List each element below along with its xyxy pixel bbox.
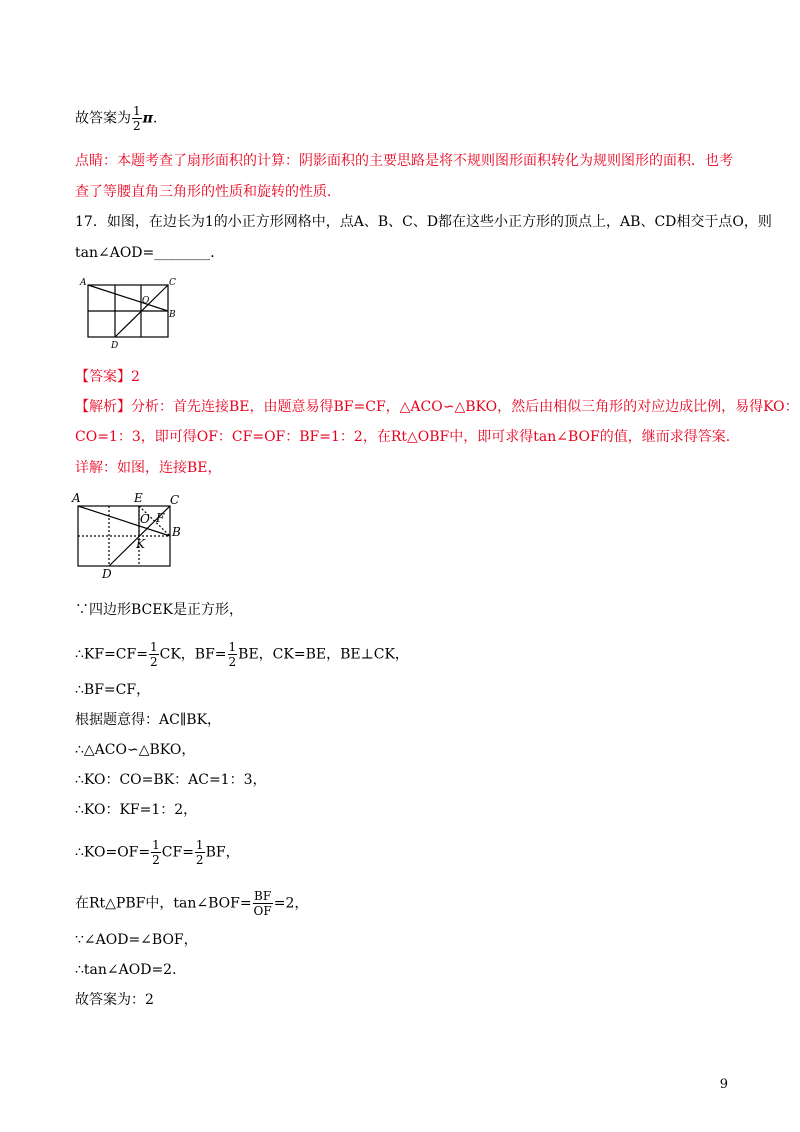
answer-label: 【答案】2: [75, 369, 140, 385]
label-c: C: [170, 493, 180, 507]
answer-end: .: [152, 110, 158, 127]
fraction-half: [132, 104, 142, 133]
solution-step-9: [75, 889, 308, 918]
label-f: F: [156, 511, 165, 525]
step8-part-a: ∴KO=OF=: [75, 844, 151, 861]
solution-step-8: [75, 838, 240, 867]
label-o: O: [142, 296, 150, 306]
question-figure: [78, 275, 188, 355]
analysis-line-2: CO=1：3，即可得OF：CF=OF：BF=1：2，在Rt△OBF中，即可求得tan∠BOF的值，继而求得答案．: [75, 429, 740, 445]
solution-step-10: ∵∠AOD=∠BOF，: [75, 932, 198, 948]
fraction-num: 1: [133, 104, 141, 118]
label-b: B: [172, 525, 181, 539]
comment-line-1: 点睛：本题考查了扇形面积的计算：阴影面积的主要思路是将不规则图形面积转化为规则图形的面积．也考: [75, 153, 733, 169]
fraction-den: 2: [133, 119, 141, 133]
fraction-half: [228, 640, 238, 669]
label-a: A: [80, 278, 87, 288]
label-d: D: [111, 341, 119, 351]
fraction-den: 2: [228, 655, 237, 669]
fraction-half: [195, 838, 205, 867]
solution-step-2: [75, 640, 409, 669]
step2-part-a: ∴KF=CF=: [75, 646, 148, 663]
fraction-den: 2: [195, 853, 204, 867]
solution-step-6: ∴KO：CO=BK：AC=1：3，: [75, 772, 267, 788]
label-b: B: [169, 310, 176, 320]
step8-part-c: BF，: [205, 844, 240, 861]
fraction-num: BF: [254, 889, 272, 903]
solution-step-4: 根据题意得：AC∥BK，: [75, 712, 222, 728]
label-e: E: [134, 491, 143, 505]
solution-step-5: ∴△ACO∽△BKO，: [75, 742, 196, 758]
label-c: C: [169, 278, 176, 288]
pi-symbol: π: [142, 110, 153, 127]
answer-prefix: 故答案为: [75, 110, 131, 127]
solution-step-1: ∵四边形BCEK是正方形，: [75, 602, 243, 618]
fraction-den: 2: [149, 655, 158, 669]
fraction-bf-of: [253, 889, 273, 918]
label-d: D: [102, 567, 112, 581]
step9-part-b: =2，: [273, 895, 309, 912]
step2-part-c: BE，CK=BE，BE⊥CK，: [238, 646, 409, 663]
step8-part-b: CF=: [161, 844, 194, 861]
fraction-half: [151, 838, 161, 867]
grid-diagram-1: [78, 275, 188, 351]
fraction-num: 1: [149, 640, 158, 654]
step2-part-b: CK，BF=: [159, 646, 227, 663]
fraction-num: 1: [195, 838, 204, 852]
label-k: K: [136, 537, 145, 551]
fraction-half: [149, 640, 159, 669]
solution-step-3: ∴BF=CF，: [75, 682, 151, 698]
fraction-num: 1: [152, 838, 160, 852]
solution-step-7: ∴KO：KF=1：2，: [75, 802, 198, 818]
solution-step-11: ∴tan∠AOD=2．: [75, 962, 187, 978]
solution-figure: [70, 490, 190, 586]
label-o: O: [140, 512, 150, 526]
fraction-den: 2: [152, 853, 160, 867]
analysis-line-1: 【解析】分析：首先连接BE，由题意易得BF=CF，△ACO∽△BKO，然后由相似三角形的对应边成比例，易得KO：: [75, 399, 799, 415]
label-a: A: [72, 491, 81, 505]
grid-diagram-2: [70, 490, 190, 582]
previous-answer: [75, 104, 157, 133]
comment-line-2: 查了等腰直角三角形的性质和旋转的性质．: [75, 184, 341, 200]
question-17-line-1: 17．如图，在边长为1的小正方形网格中，点A、B、C、D都在这些小正方形的顶点上，AB、CD相交于点O，则: [75, 214, 772, 230]
page-number: 9: [719, 1077, 728, 1092]
solution-step-12: 故答案为：2: [75, 992, 154, 1008]
question-17-line-2: tan∠AOD=________．: [75, 245, 225, 261]
fraction-num: 1: [228, 640, 237, 654]
detail-line: 详解：如图，连接BE，: [75, 460, 222, 476]
step9-part-a: 在Rt△PBF中，tan∠BOF=: [75, 895, 252, 912]
fraction-den: OF: [253, 904, 272, 918]
